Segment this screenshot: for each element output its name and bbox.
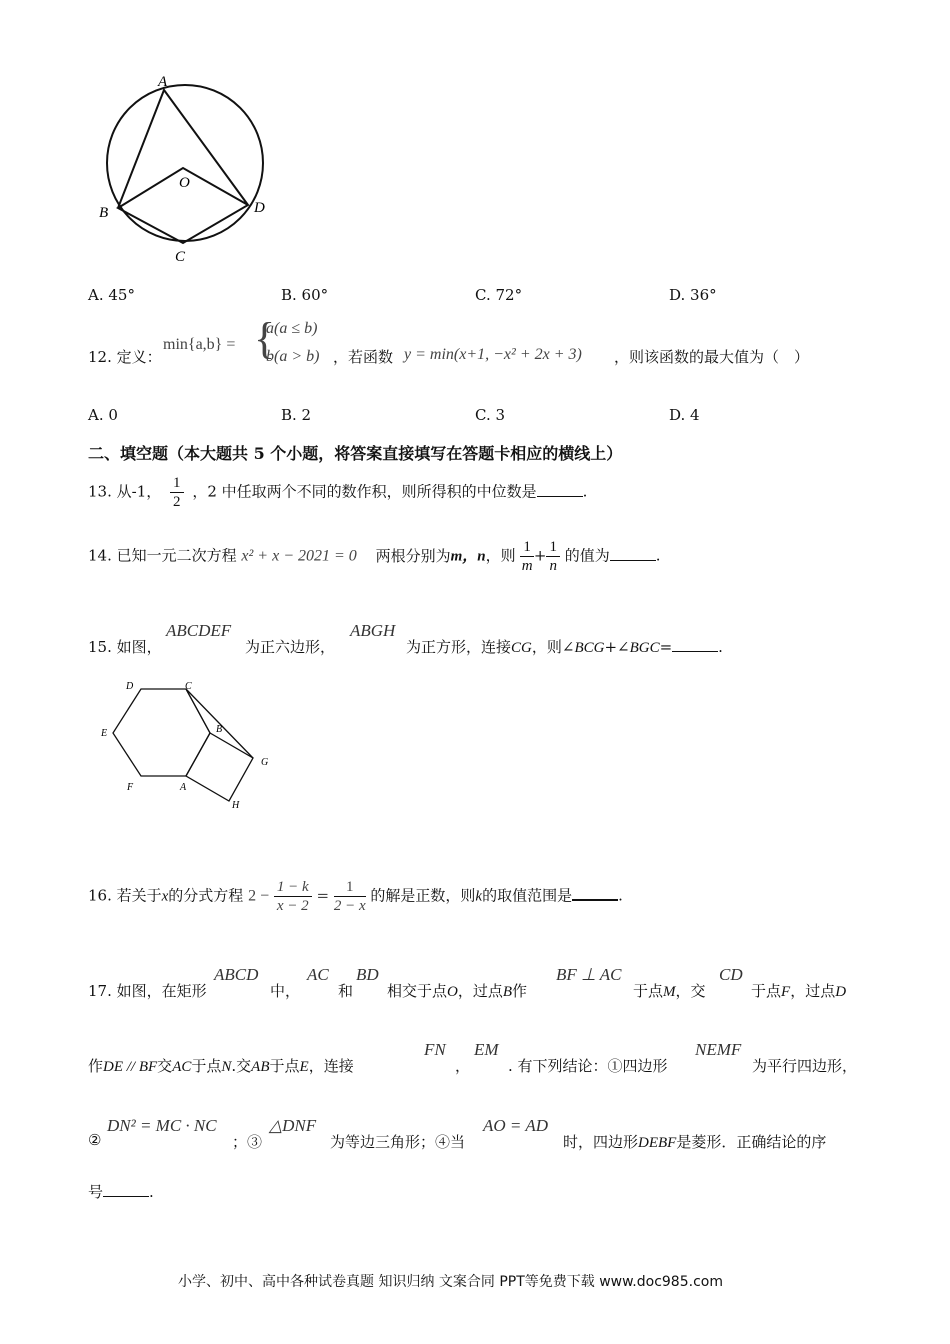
q17-zhong: 中， [270,982,301,1000]
q17-ac2: AC [172,1059,192,1075]
q17-t1: 相交于点 [387,982,448,1000]
circle-outline [107,85,263,241]
q17-l2-start [88,1055,354,1076]
q16-t1: 的分式方程 [168,886,244,905]
q17-fn: FN [424,1040,446,1059]
q14-mn: m，n [450,548,486,565]
q11-option-b: B. 60° [281,286,329,304]
circle-figure [95,65,285,270]
q16-f2-num: 1 [334,878,366,897]
q17-cd: CD [719,965,743,984]
q16-frac1 [274,878,312,915]
q13-num: 1 [170,474,184,493]
q17-eq2: DN² = MC · NC [107,1116,217,1135]
q14-blank [610,546,656,561]
q17-tri: △DNF [269,1116,317,1135]
q17-t17: 是菱形．正确结论的序 [676,1133,827,1151]
q16-two: 2 − [248,887,270,905]
q12-prefix: 12. 定义： [88,348,162,366]
q12-option-c: C. 3 [475,406,506,424]
q15-bgc: BGC [629,640,660,656]
q17-t13: 为平行四边形， [752,1057,858,1075]
q14-frac2 [546,538,560,575]
q14: 14. 已知一元二次方程 x² + x − 2021 = 0 两根分别为m，n，则 $\frac{1}{m}$ + $\frac{1}{n}$ 的值为 . [88,539,661,574]
hex-label-B: B [216,724,223,735]
q17-t3: 于点 [633,982,664,1000]
label-D: D [254,200,265,216]
q11-option-c: C. 72° [475,286,523,304]
q15-bcg: BCG [574,640,605,656]
q15-t2: 为正方形，连接 [406,638,512,656]
q17-l1-mid2 [633,980,706,1001]
q17-aoad: AO = AD [483,1116,548,1135]
q16-f1-num: 1 − k [274,878,312,897]
q16-end: . [618,886,623,905]
q17-l2-prefix: 作 [88,1057,104,1075]
q17-t10: 于点 [269,1057,300,1075]
q17-d: D [835,984,847,1000]
q17-t14: ；③ [232,1133,263,1151]
hex-label-H: H [232,800,240,811]
label-B: B [99,205,109,221]
q16-t2: 的解是正数，则 [370,886,476,905]
q17-bfac: BF ⊥ AC [556,965,622,984]
q16-f2-den: 2 − x [333,898,366,914]
q17-blank [103,1182,149,1197]
hexagon-shape [113,689,210,776]
q17-hao: 号 [88,1183,104,1201]
q12-func: y = min(x+1, −x² + 2x + 3) [404,346,582,363]
q17-l1-end [751,980,846,1001]
q17-t9: .交 [231,1057,252,1075]
page-footer: 小学、初中、高中各种试卷真题 知识归纳 文案合同 PPT等免费下载 www.doc985.com [178,1274,723,1290]
q12-mid: ，若函数 [333,348,394,366]
section-2-heading: 二、填空题（本大题共 5 个小题，将答案直接填写在答题卡相应的横线上） [88,444,623,463]
q15-t1: 为正六边形， [245,638,336,656]
q17-t12: . 有下列结论：①四边形 [508,1057,668,1075]
hex-label-E: E [101,728,108,739]
q13-den: 2 [173,494,181,510]
hex-label-G: G [261,757,269,768]
q14-mid: 两根分别为 [375,546,451,565]
q17-t2: ，过点 [457,982,503,1000]
q17-t15: 为等边三角形；④当 [330,1133,466,1151]
q16-x: x [161,888,169,905]
q16-f1-den: x − 2 [276,898,309,914]
q13 [88,474,587,511]
q14-f2-num: 1 [546,538,560,557]
q15-blank [672,637,718,652]
q17-e: E [299,1059,309,1075]
hexagon-figure [95,678,285,813]
label-O: O [179,175,190,191]
q17-l1-mid [387,980,527,1001]
hex-label-C: C [185,681,192,692]
hex-label-D: D [126,681,134,692]
q17-n: N [221,1059,232,1075]
q16-frac2 [334,878,366,915]
label-A: A [158,74,168,90]
quad-lines [118,90,248,243]
q14-f1-num: 1 [520,538,534,557]
q17-t5: 于点 [751,982,782,1000]
q17-t6: ，过点 [790,982,836,1000]
q13-suffix: ，2 中任取两个不同的数作积，则所得积的中位数是 [192,482,537,501]
q14-f2-den: n [549,558,557,574]
q15-prefix: 15. 如图， [88,638,162,656]
q17-m: M [663,984,676,1000]
q12-case2: b(a > b) [266,348,320,365]
q16 [88,878,623,915]
q15-end: . [718,638,723,656]
q12-option-a: A. 0 [88,406,118,424]
q15-cg: CG [511,640,532,656]
q17-em: EM [474,1040,499,1059]
q17-o: O [447,984,458,1000]
q14-then: ，则 [485,546,516,565]
q17-comma: ， [455,1057,471,1075]
q17-debf: DE // BF [103,1059,158,1075]
q14-equation: x² + x − 2021 = 0 [241,547,357,565]
q15-eq: = [659,638,673,656]
q11-option-a: A. 45° [88,286,135,304]
q15-line [406,636,723,657]
q17-zuo: 作 [512,982,528,1000]
q12-brace: { [254,314,276,363]
q17-t7: 交 [157,1057,173,1075]
q12-option-b: B. 2 [281,406,312,424]
square-shape [186,733,253,801]
q16-blank [572,885,618,901]
q14-suffix: 的值为 [564,546,610,565]
q17-debf2: DEBF [638,1135,677,1151]
q12-option-d: D. 4 [669,406,700,424]
q13-prefix: 13. 从-1， [88,482,162,501]
q17-abcd: ABCD [214,965,259,984]
q17-t8: 于点 [191,1057,222,1075]
q16-eq: = [316,886,330,905]
q17-he: 和 [338,982,354,1000]
q17-bd: BD [356,965,379,984]
q17-l4 [88,1181,154,1202]
hex-label-A: A [180,782,187,793]
q17-ac: AC [307,965,329,984]
q11-option-d: D. 36° [669,286,717,304]
q17-l3-end [563,1131,826,1152]
q14-frac1 [520,538,534,575]
q13-blank [537,482,583,497]
q17-l1-prefix: 17. 如图，在矩形 [88,982,207,1000]
q17-t11: ，连接 [308,1057,354,1075]
q14-prefix: 14. 已知一元二次方程 [88,546,237,565]
q12-suffix: ，则该函数的最大值为（ ） [614,348,810,366]
q15-plus: +∠ [604,638,630,656]
q16-t3: 的取值范围是 [482,886,573,905]
q12-case1: a(a ≤ b) [266,320,318,337]
q15-sq: ABGH [350,621,396,640]
q17-t4: ，交 [675,982,706,1000]
q15-hex: ABCDEF [166,621,232,640]
q16-prefix: 16. 若关于 [88,886,162,905]
q15-t3: ，则∠ [531,638,575,656]
hex-label-F: F [127,782,134,793]
q13-fraction [170,474,184,511]
q16-k: k [475,888,483,905]
q17-t16: 时，四边形 [563,1133,639,1151]
q17-ab: AB [251,1059,270,1075]
segment-CB [186,689,210,733]
q13-end: . [582,482,588,501]
q17-b: B [502,984,513,1000]
q14-f1-den: m [521,558,533,574]
q17-end: . [149,1183,154,1201]
q12-def-left: min{a,b} = [163,336,236,353]
q17-c2: ② [88,1131,102,1149]
q17-nemf: NEMF [695,1040,742,1059]
q17-f: F [781,984,791,1000]
label-C: C [175,249,186,265]
q14-end: . [655,546,661,565]
